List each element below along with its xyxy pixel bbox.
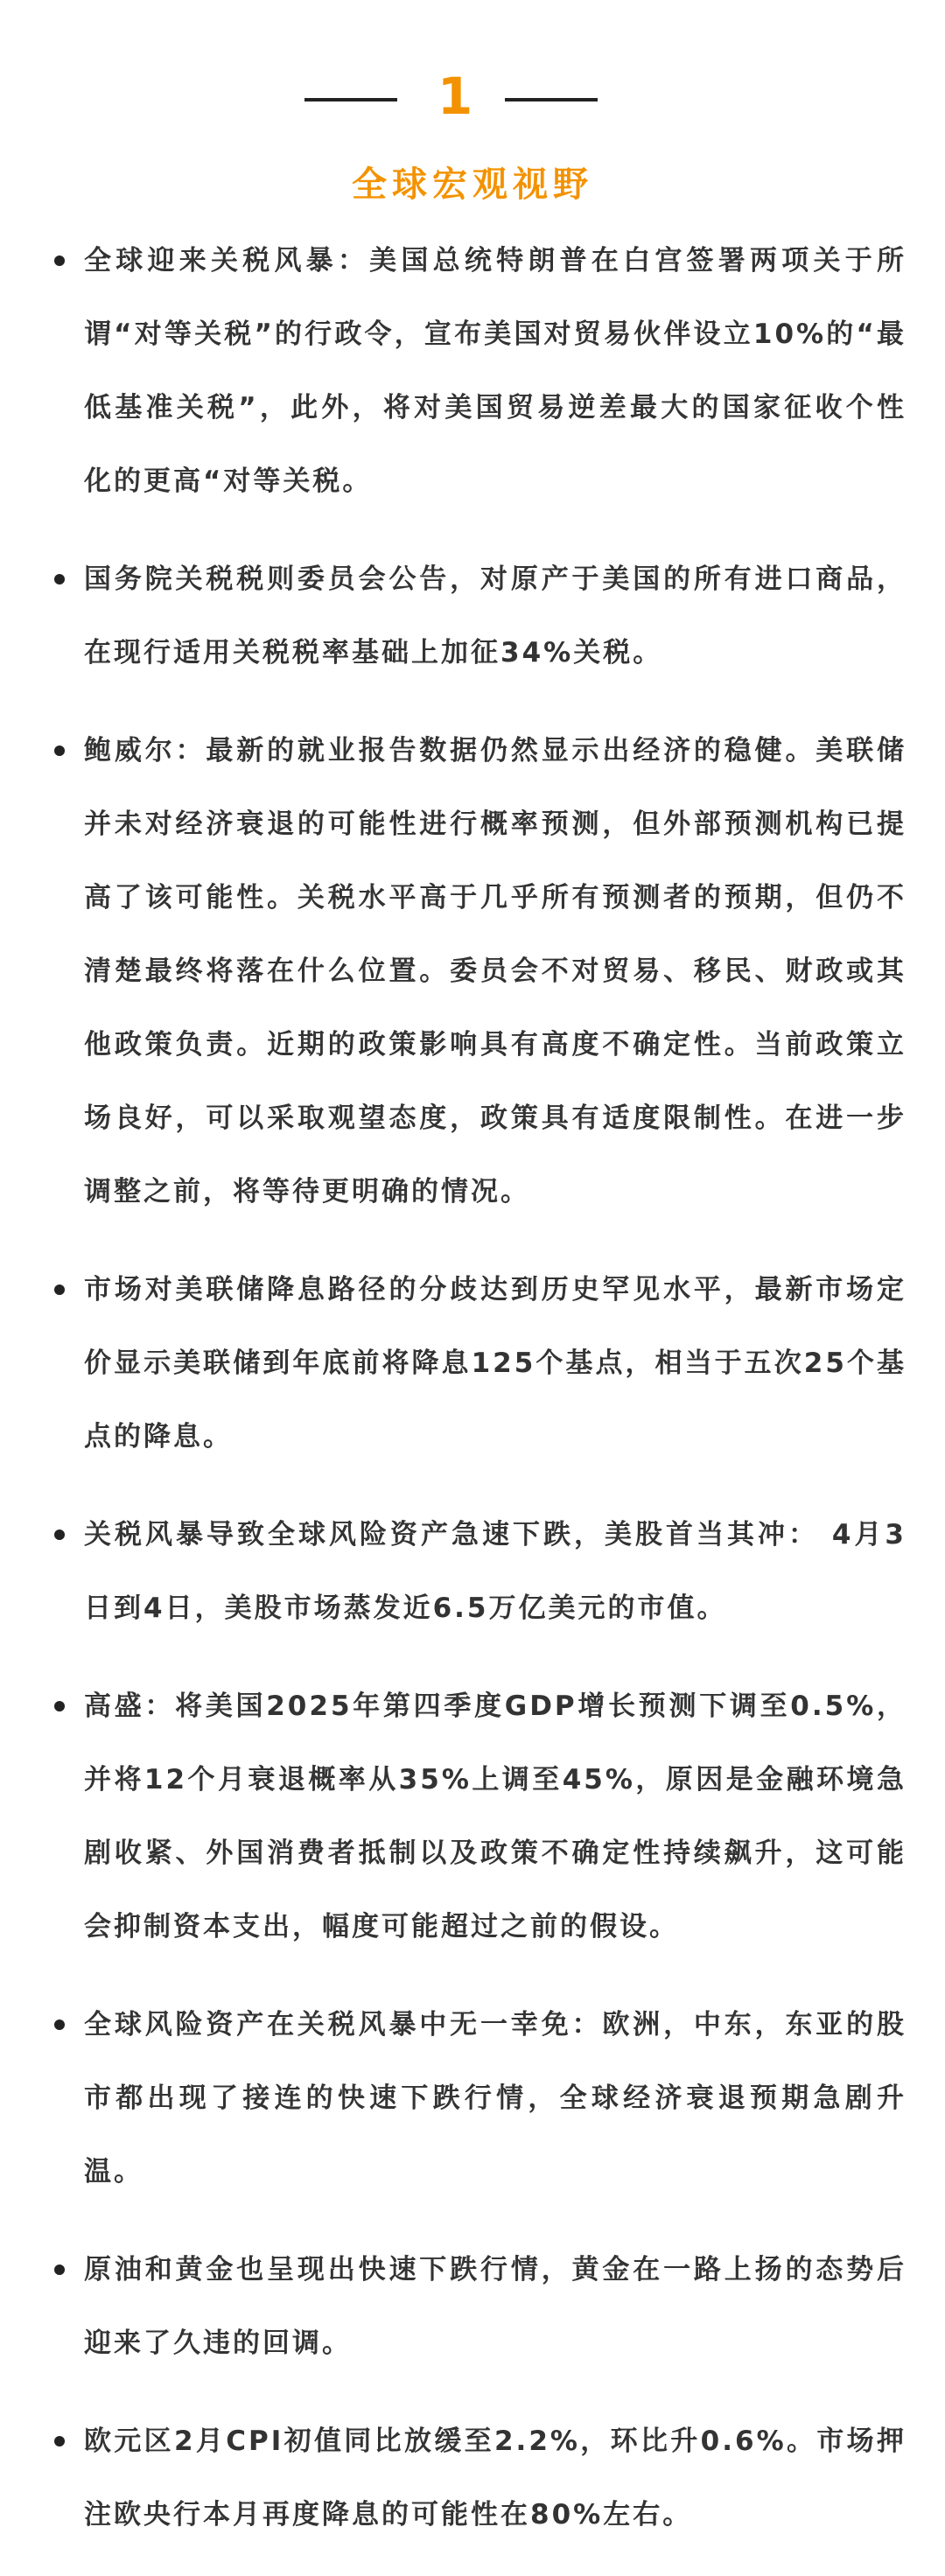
bullet-dot-icon [54, 2264, 65, 2275]
bullet-dot-icon [54, 746, 65, 756]
bullet-text: 国务院关税税则委员会公告，对原产于美国的所有进口商品，在现行适用关税税率基础上加征34%关税。 [84, 564, 906, 668]
bullet-text: 市场对美联储降息路径的分歧达到历史罕见水平，最新市场定价显示美联储到年底前将降息125个基点，相当于五次25个基点的降息。 [84, 1274, 906, 1452]
bullet-dot-icon [54, 256, 65, 266]
bullet-text: 全球迎来关税风暴：美国总统特朗普在白宫签署两项关于所谓“对等关税”的行政令，宣布美国对贸易伙伴设立10%的“最低基准关税”，此外，将对美国贸易逆差最大的国家征收个性化的更高“对等关税。 [84, 245, 906, 497]
bullet-dot-icon [54, 1530, 65, 1540]
bullet-item-global-risk-assets [49, 1988, 906, 2208]
bullet-text: 欧元区2月CPI初值同比放缓至2.2%，环比升0.6%。市场押注欧央行本月再度降息的可能性在80%左右。 [84, 2426, 906, 2530]
section-header [0, 52, 945, 140]
bullet-dot-icon [54, 574, 65, 584]
section-title: 全球宏观视野 [352, 164, 593, 205]
bullet-dot-icon [54, 1701, 65, 1712]
bullet-item-china-countermeasure [49, 542, 906, 690]
bullet-text: 高盛：将美国2025年第四季度GDP增长预测下调至0.5%，并将12个月衰退概率从35%上调至45%，原因是金融环境急剧收紧、外国消费者抵制以及政策不确定性持续飙升，这可能会抑制资本支出，幅度可能超过之前的假设。 [84, 1690, 906, 1942]
bullet-text: 关税风暴导致全球风险资产急速下跌，美股首当其冲： 4月3日到4日，美股市场蒸发近6.5万亿美元的市值。 [84, 1519, 906, 1624]
news-bullet-list [49, 224, 906, 2576]
section-number: 1 [437, 66, 473, 126]
bullet-dot-icon [54, 2020, 65, 2030]
bullet-text: 原油和黄金也呈现出快速下跌行情，黄金在一路上扬的态势后迎来了久违的回调。 [84, 2254, 906, 2359]
bullet-text: 全球风险资产在关税风暴中无一幸免：欧洲，中东，东亚的股市都出现了接连的快速下跌行情，全球经济衰退预期急剧升温。 [84, 2009, 906, 2188]
bullet-item-rate-cut-path [49, 1253, 906, 1474]
bullet-item-eurozone-cpi [49, 2404, 906, 2552]
right-divider-line [505, 98, 598, 102]
bullet-text: 鲍威尔：最新的就业报告数据仍然显示出经济的稳健。美联储并未对经济衰退的可能性进行概率预测，但外部预测机构已提高了该可能性。关税水平高于几乎所有预测者的预期，但仍不清楚最终将落在什么位置。委员会不对贸易、移民、财政或其他政策负责。近期的政策影响具有高度不确定性。当前政策立场良好，可以采取观望态度，政策具有适度限制性。在进一步调整之前，将等待更明确的情况。 [84, 735, 906, 1208]
left-divider-line [304, 98, 397, 102]
bullet-item-us-stocks [49, 1498, 906, 1645]
bullet-item-powell [49, 714, 906, 1228]
bullet-item-tariff-storm [49, 224, 906, 518]
bullet-dot-icon [54, 2436, 65, 2446]
bullet-item-oil-gold [49, 2233, 906, 2380]
bullet-dot-icon [54, 1284, 65, 1295]
bullet-item-goldman [49, 1670, 906, 1964]
